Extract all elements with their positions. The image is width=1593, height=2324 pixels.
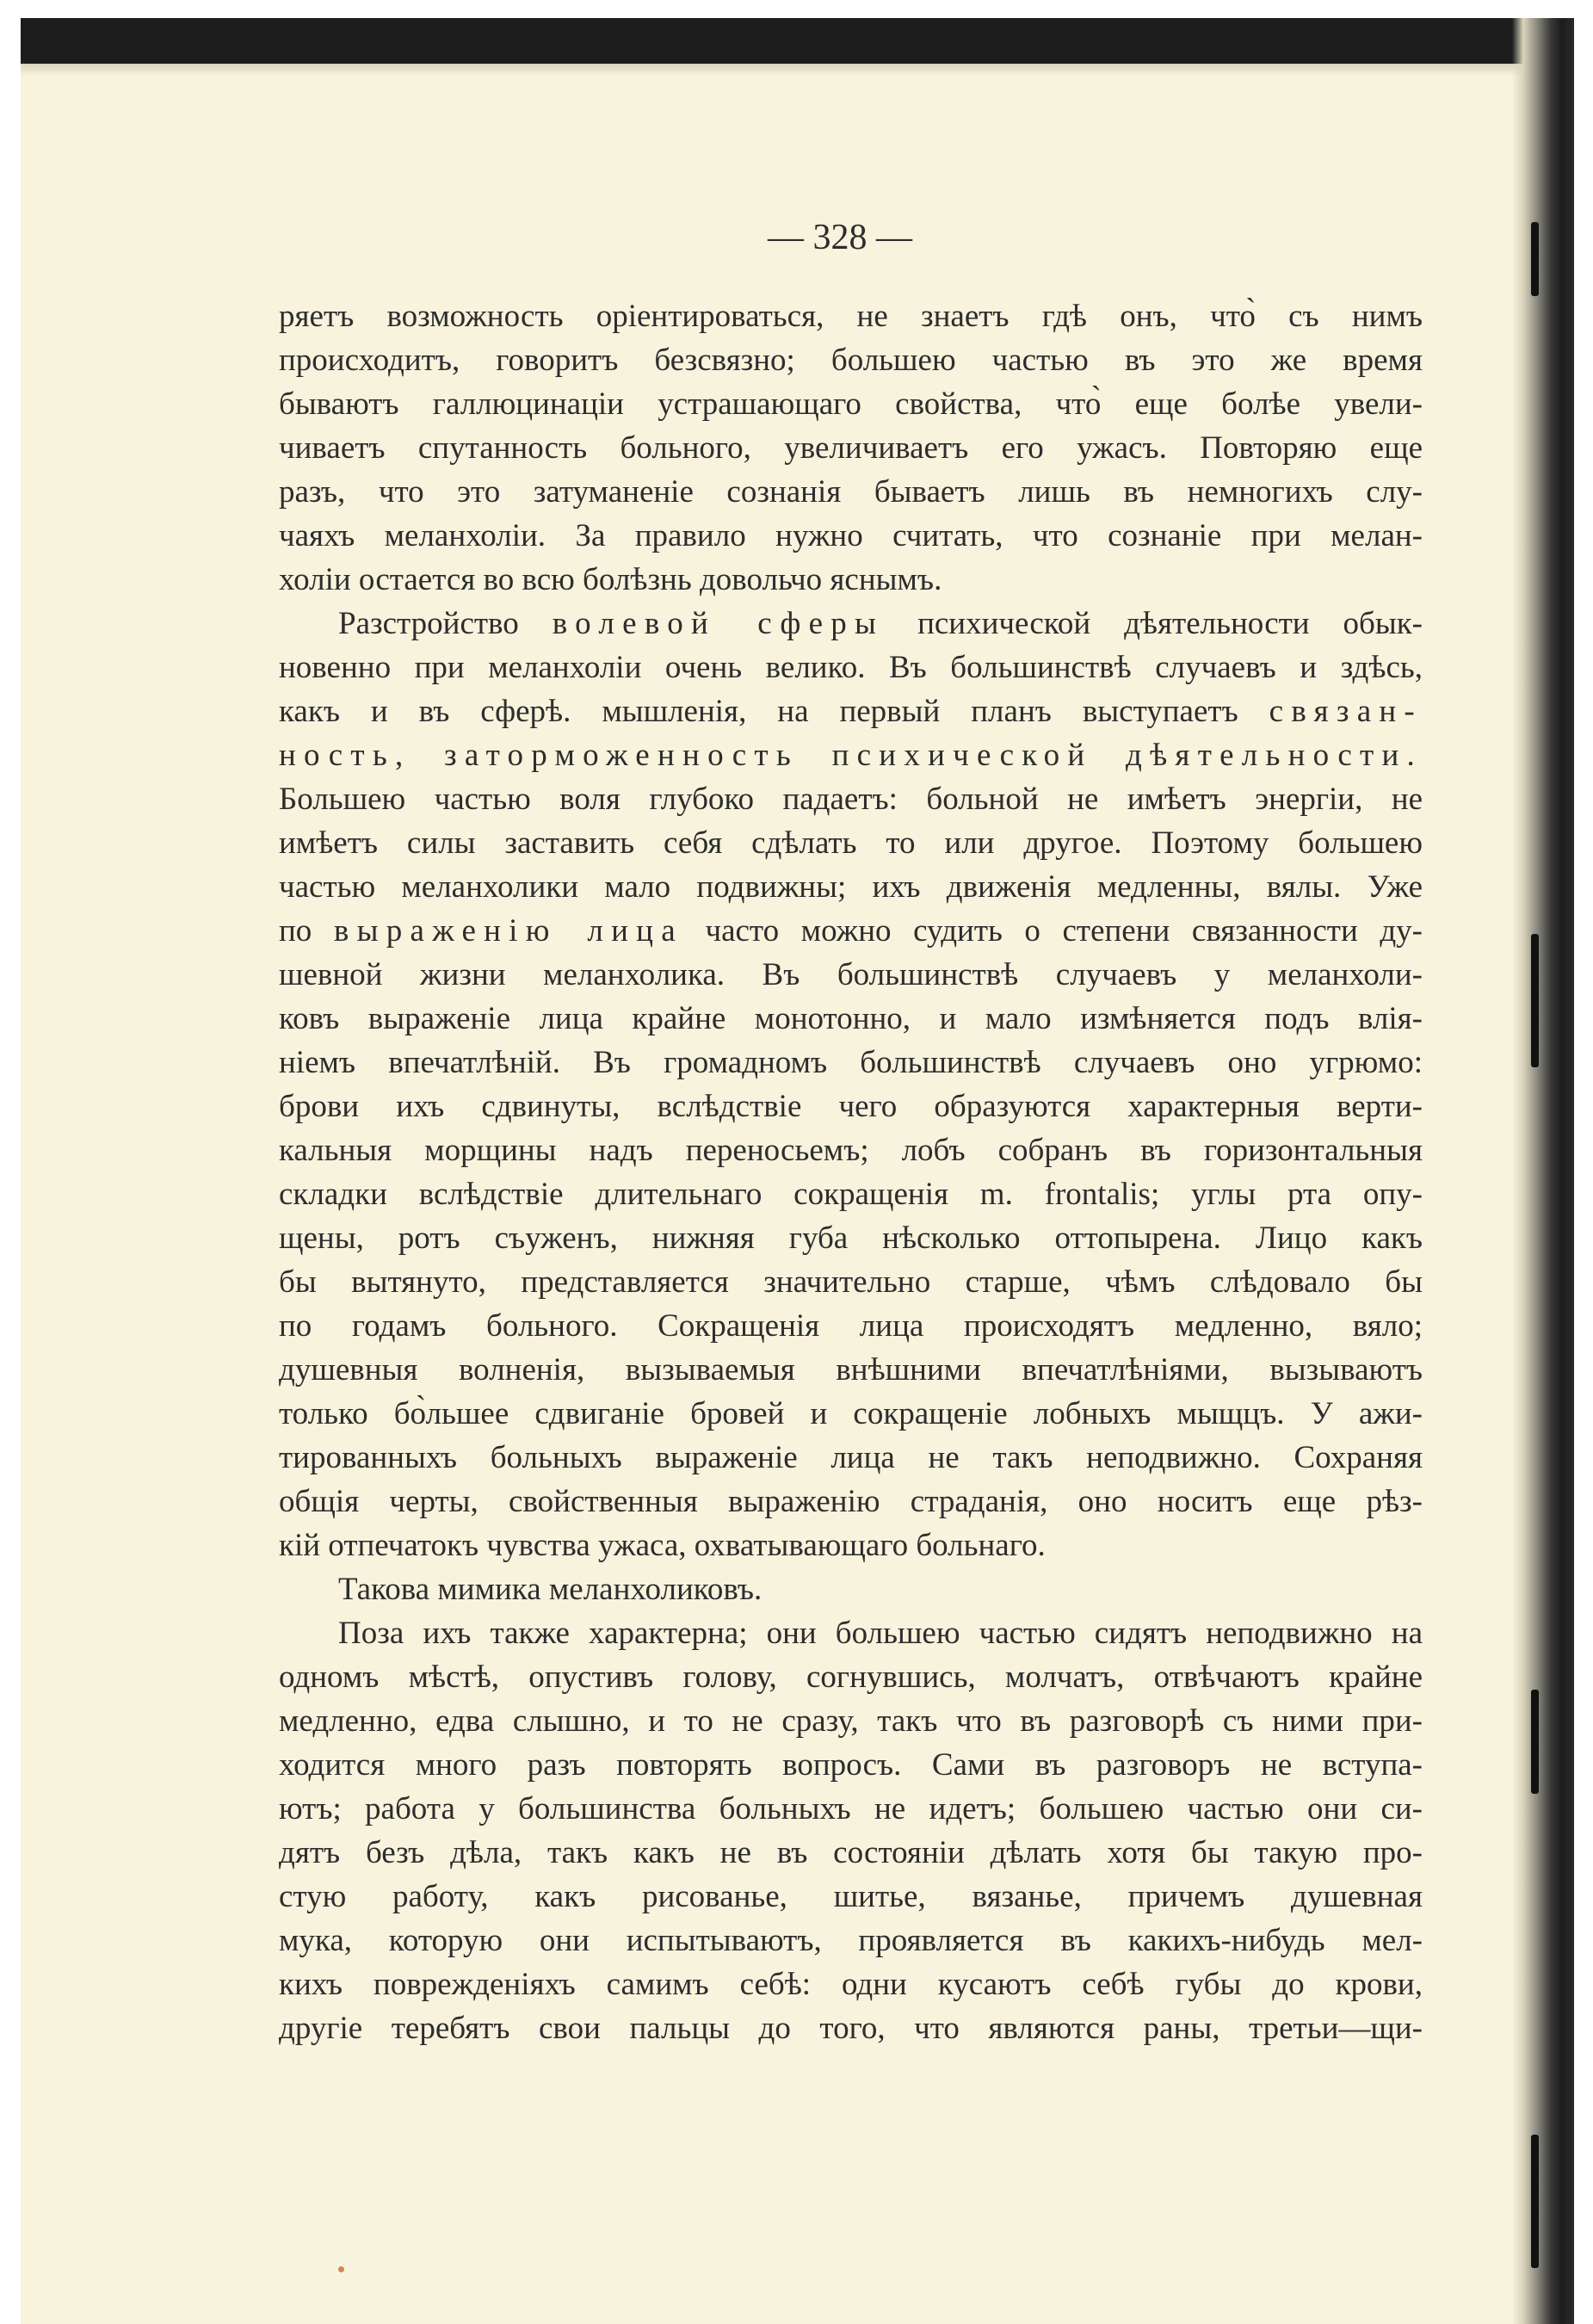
text-line: медленно, едва слышно, и то не сразу, такъ что въ разговорѣ съ ними при- (279, 1703, 1423, 1739)
text-line: по годамъ больного. Сокращенія лица происходятъ медленно, вяло; (279, 1308, 1423, 1344)
text-line: происходитъ, говоритъ безсвязно; большею частью въ это же время (279, 343, 1423, 378)
text-line: шевной жизни меланхолика. Въ большинствѣ случаевъ у меланхоли- (279, 957, 1423, 992)
text-line: душевныя волненія, вызываемыя внѣшними впечатлѣніями, вызываютъ (279, 1352, 1423, 1388)
text-line: чаяхъ меланхоліи. За правило нужно считать, что сознаніе при мелан- (279, 518, 1423, 553)
text-line: ніемъ впечатлѣній. Въ громадномъ большинствѣ случаевъ оно угрюмо: (279, 1045, 1423, 1080)
emphasized-text: ность, заторможенность психической дѣятельности. (279, 738, 1423, 773)
text-line: кальныя морщины надъ переносьемъ; лобъ собранъ въ горизонтальныя (279, 1133, 1423, 1168)
text-line: стую работу, какъ рисованье, шитье, вязанье, причемъ душевная (279, 1879, 1423, 1914)
emphasized-text: волевой сферы (552, 606, 885, 641)
page-number: — 328 — (768, 218, 912, 257)
text-segment: часто можно судить о степени связанности ду- (682, 913, 1423, 949)
text-line: Большею частью воля глубоко падаетъ: больной не имѣетъ энергіи, не (279, 782, 1423, 817)
text-line (279, 909, 1423, 953)
text-line: частью меланхолики мало подвижны; ихъ движенія медленны, вялы. Уже (279, 869, 1423, 905)
text-line: Такова мимика меланхоликовъ. (338, 1572, 763, 1607)
emphasized-text: связан- (1269, 694, 1423, 729)
text-line: ковъ выраженіе лица крайне монотонно, и мало измѣняется подъ влія- (279, 1001, 1423, 1036)
page-body-text (279, 294, 1423, 2050)
gutter-mark (1531, 1690, 1539, 1794)
text-line: бы вытянуто, представляется значительно старше, чѣмъ слѣдовало бы (279, 1264, 1423, 1300)
text-line: другіе теребятъ свои пальцы до того, что являются раны, третьи—щи- (279, 2011, 1423, 2046)
scan-top-edge (21, 18, 1574, 64)
text-line: имѣетъ силы заставить себя сдѣлать то или другое. Поэтому большею (279, 825, 1423, 861)
text-line: бываютъ галлюцинаціи устрашающаго свойства, что̀ еще болѣе увели- (279, 386, 1423, 422)
text-line: кій отпечатокъ чувства ужаса, охватывающаго больнаго. (279, 1528, 1046, 1563)
text-segment: психической дѣятельности обык- (884, 606, 1423, 641)
text-line: щены, ротъ съуженъ, нижняя губа нѣсколько оттопырена. Лицо какъ (279, 1221, 1423, 1256)
text-line: ходится много разъ повторять вопросъ. Сами въ разговоръ не вступа- (279, 1747, 1423, 1783)
ink-speck (338, 2266, 344, 2272)
paragraph (279, 1567, 1423, 1611)
text-line: тированныхъ больныхъ выраженіе лица не такъ неподвижно. Сохраняя (279, 1440, 1423, 1475)
scan-top-shadow (21, 64, 1574, 76)
paragraph (279, 294, 1423, 602)
gutter-mark (1531, 934, 1539, 1067)
text-line: дятъ безъ дѣла, такъ какъ не въ состояніи дѣлать хотя бы такую про- (279, 1835, 1423, 1870)
text-line: одномъ мѣстѣ, опустивъ голову, согнувшись, молчатъ, отвѣчаютъ крайне (279, 1660, 1423, 1695)
text-line: разъ, что это затуманеніе сознанія бываетъ лишь въ немногихъ слу- (279, 474, 1423, 510)
text-line: только бо̀льшее сдвиганіе бровей и сокращеніе лобныхъ мыщцъ. У ажи- (279, 1396, 1423, 1431)
text-line: брови ихъ сдвинуты, вслѣдствіе чего образуются характерныя верти- (279, 1089, 1423, 1124)
text-line: Поза ихъ также характерна; они большею частью сидятъ неподвижно на (338, 1616, 1423, 1651)
text-line: новенно при меланхоліи очень велико. Въ большинствѣ случаевъ и здѣсь, (279, 650, 1423, 685)
text-line (279, 689, 1423, 733)
emphasized-text: выраженію лица (333, 913, 683, 949)
text-segment: какъ и въ сферѣ. мышленія, на первый планъ выступаетъ (279, 694, 1269, 729)
text-line: мука, которую они испытываютъ, проявляется въ какихъ-нибудь мел- (279, 1923, 1423, 1958)
book-gutter-shadow (1512, 18, 1574, 2324)
paragraph (279, 1611, 1423, 2050)
gutter-mark (1531, 2135, 1539, 2268)
text-line: кихъ поврежденіяхъ самимъ себѣ: одни кусаютъ себѣ губы до крови, (279, 1967, 1423, 2002)
text-line: общія черты, свойственныя выраженію страданія, оно носитъ еще рѣз- (279, 1484, 1423, 1519)
text-line (279, 602, 1423, 646)
gutter-mark (1531, 222, 1539, 296)
text-line: складки вслѣдствіе длительнаго сокращенія m. frontalis; углы рта опу- (279, 1177, 1423, 1212)
text-line: холіи остается во всю болѣзнь довольчо яснымъ. (279, 562, 942, 597)
text-line: ютъ; работа у большинства больныхъ не идетъ; большею частью они си- (279, 1791, 1423, 1826)
book-page (21, 18, 1574, 2324)
text-line (279, 733, 1423, 777)
text-line: ряетъ возможность оріентироваться, не знаетъ гдѣ онъ, что̀ съ нимъ (279, 299, 1423, 334)
paragraph (279, 602, 1423, 1567)
text-line: чиваетъ спутанность больного, увеличиваетъ его ужасъ. Повторяю еще (279, 430, 1423, 466)
text-segment: по (279, 913, 334, 949)
text-segment: Разстройство (338, 606, 553, 641)
